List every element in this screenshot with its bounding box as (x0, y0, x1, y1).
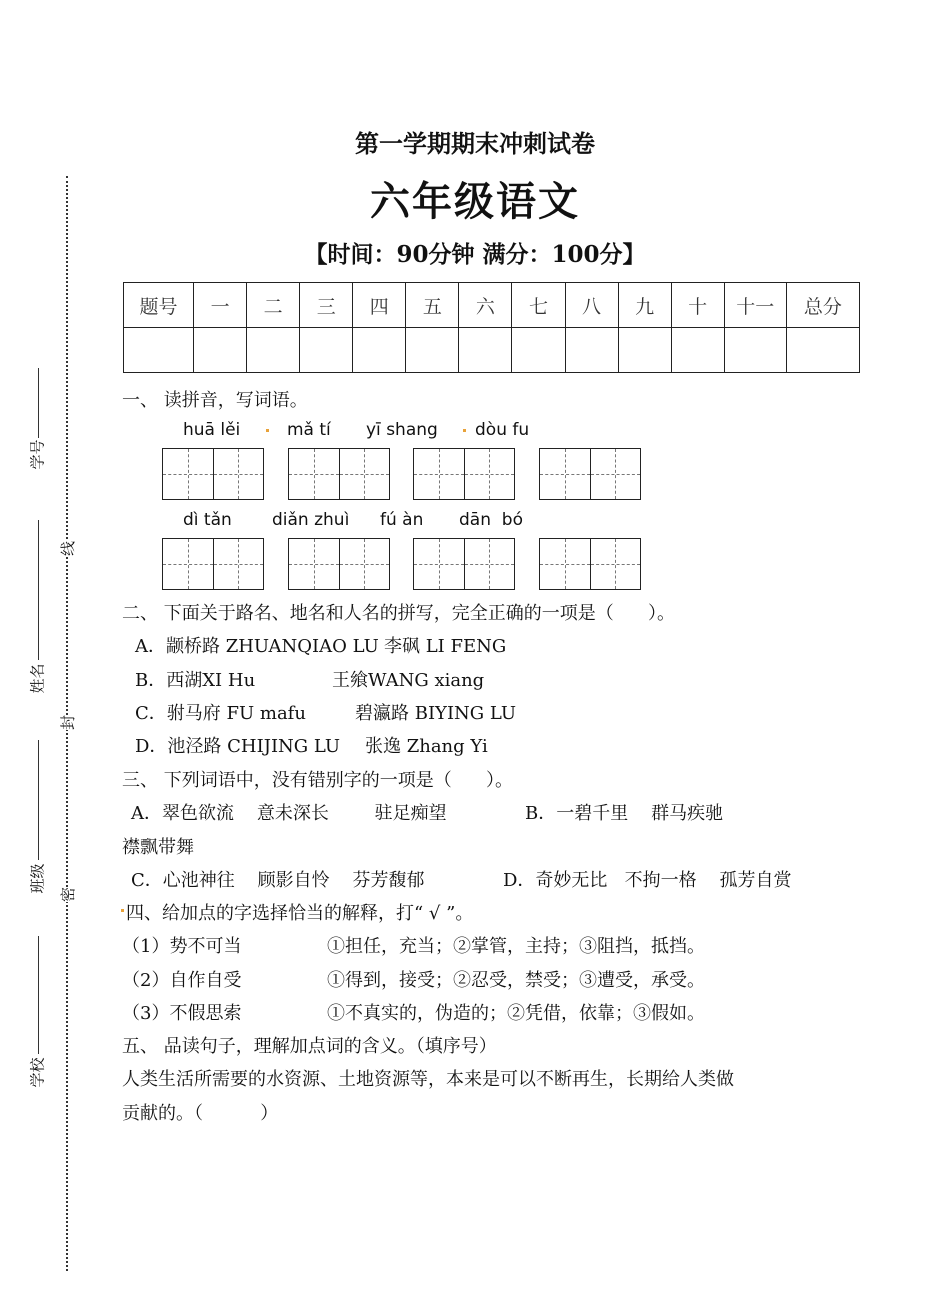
q2-option-b-second: 王飨WANG xiang (332, 670, 485, 691)
score-input-cell[interactable] (194, 328, 247, 373)
q1-writing-grid[interactable] (288, 538, 390, 590)
q1-writing-grid[interactable] (413, 538, 515, 590)
exam-time-info: 【时间：90分钟 满分：100分】 (304, 241, 646, 268)
score-input-cell[interactable] (124, 328, 194, 373)
margin-label-class: 班级 (28, 863, 47, 894)
score-input-cell[interactable] (512, 328, 565, 373)
q4-item-word: （3）不假思索 (122, 1003, 242, 1024)
score-input-cell[interactable] (353, 328, 406, 373)
score-input-cell[interactable] (459, 328, 512, 373)
score-table-header-row (124, 283, 860, 328)
q2-option-a: A．颛桥路 ZHUANQIAO LU (135, 636, 379, 657)
q2-option-c-second: 碧瀛路 BIYING LU (355, 703, 517, 724)
score-input-cell[interactable] (406, 328, 459, 373)
score-header-cell: 十 (671, 283, 724, 328)
q1-writing-grid[interactable] (539, 538, 641, 590)
q5-sentence-line2: 贡献的。（ ） (122, 1103, 279, 1124)
q4-item-options: ①得到，接受；②忍受，禁受；③遭受，承受。 (327, 970, 705, 991)
score-header-cell: 四 (353, 283, 406, 328)
q1-writing-grid[interactable] (162, 538, 264, 590)
q3-option-a: A．翠色欲流 意未深长 驻足痴望 (131, 803, 447, 824)
q3-option-b-cont: 襟飘带舞 (122, 837, 194, 858)
margin-line-name (38, 520, 39, 660)
q3-option-b: B．一碧千里 群马疾驰 (525, 803, 724, 824)
margin-label-school: 学校 (28, 1057, 47, 1088)
seal-char-secret: 密 (59, 886, 78, 903)
score-header-cell: 三 (300, 283, 353, 328)
q5-sentence-line1: 人类生活所需要的水资源、土地资源等，本来是可以不断再生，长期给人类做 (122, 1069, 734, 1090)
margin-line-class (38, 740, 39, 860)
score-input-cell[interactable] (300, 328, 353, 373)
q2-option-b: B．西湖XI Hu (135, 670, 256, 691)
score-header-cell: 六 (459, 283, 512, 328)
margin-line-school (38, 936, 39, 1054)
q4-heading: 四、给加点的字选择恰当的解释，打“ √ ”。 (126, 903, 474, 924)
seal-char-seal: 封 (59, 714, 78, 731)
q5-heading: 五、 品读句子，理解加点词的含义。（填序号） (122, 1036, 497, 1057)
score-input-cell[interactable] (565, 328, 618, 373)
q2-option-c: C．驸马府 FU mafu (135, 703, 306, 724)
q1-pinyin: mǎ tí (287, 420, 331, 440)
q1-pinyin: fú àn (380, 510, 424, 530)
score-table-input-row (124, 328, 860, 373)
score-header-cell: 一 (194, 283, 247, 328)
q3-option-c: C．心池神往 顾影自怜 芬芳馥郁 (131, 870, 425, 891)
q1-writing-grid[interactable] (539, 448, 641, 500)
q2-heading: 二、 下面关于路名、地名和人名的拼写，完全正确的一项是（ ）。 (122, 603, 676, 624)
q2-option-d: D．池泾路 CHIJING LU (135, 736, 341, 757)
score-table (123, 282, 860, 373)
q1-pinyin: dì tǎn (183, 510, 232, 530)
q4-item-word: （2）自作自受 (122, 970, 242, 991)
score-header-cell: 二 (247, 283, 300, 328)
q4-item-word: （1）势不可当 (122, 936, 242, 957)
q1-heading: 一、 读拼音，写词语。 (122, 390, 308, 411)
score-header-cell: 五 (406, 283, 459, 328)
q4-dot-mark (121, 909, 124, 912)
q3-heading: 三、 下列词语中，没有错别字的一项是（ ）。 (122, 770, 514, 791)
score-header-cell: 七 (512, 283, 565, 328)
exam-title: 六年级语文 (370, 178, 580, 225)
q3-option-d: D．奇妙无比 不拘一格 孤芳自赏 (503, 870, 792, 891)
margin-label-student-id: 学号 (28, 439, 47, 470)
score-input-cell[interactable] (247, 328, 300, 373)
q1-pinyin: huā lěi (183, 420, 241, 440)
score-header-cell: 八 (565, 283, 618, 328)
score-input-cell[interactable] (786, 328, 859, 373)
q1-pinyin: yī shang (366, 420, 438, 440)
q1-pinyin: diǎn zhuì (272, 510, 350, 530)
q1-dot-mark (266, 429, 269, 432)
q1-writing-grid[interactable] (162, 448, 264, 500)
score-header-cell: 十一 (724, 283, 786, 328)
exam-subtitle: 第一学期期末冲刺试卷 (355, 129, 595, 158)
q1-writing-grid[interactable] (288, 448, 390, 500)
q1-dot-mark (463, 429, 466, 432)
score-header-cell: 题号 (124, 283, 194, 328)
q2-option-d-second: 张逸 Zhang Yi (365, 736, 488, 757)
score-header-cell: 总分 (786, 283, 859, 328)
q1-writing-grid[interactable] (413, 448, 515, 500)
q1-pinyin: dān bó (459, 510, 523, 530)
score-header-cell: 九 (618, 283, 671, 328)
score-input-cell[interactable] (618, 328, 671, 373)
q4-item-options: ①担任，充当；②掌管，主持；③阻挡，抵挡。 (327, 936, 705, 957)
margin-label-name: 姓名 (28, 663, 47, 694)
margin-line-student-id (38, 368, 39, 438)
q2-option-a-second: 李砜 LI FENG (384, 636, 507, 657)
score-input-cell[interactable] (724, 328, 786, 373)
seal-char-line: 线 (59, 540, 78, 557)
score-input-cell[interactable] (671, 328, 724, 373)
q1-pinyin: dòu fu (475, 420, 530, 440)
q4-item-options: ①不真实的，伪造的；②凭借，依靠；③假如。 (327, 1003, 705, 1024)
